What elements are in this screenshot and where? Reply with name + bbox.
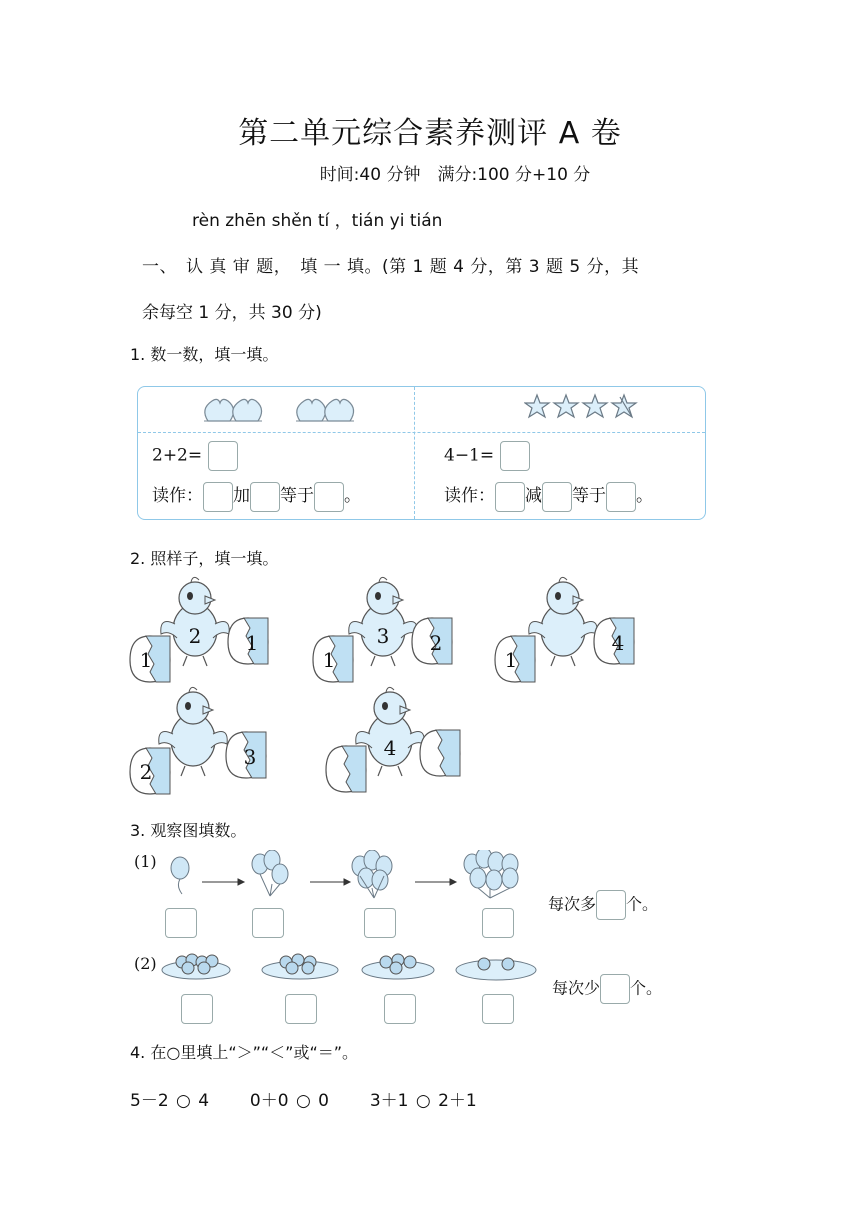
q3-heading: 3. 观察图填数。 [130, 821, 247, 840]
read-prefix: 读作： [444, 486, 495, 506]
q3-part2-label: (2) [134, 954, 157, 973]
section-heading-cont: 余每空 1 分，共 30 分) [142, 303, 322, 323]
q1-right-equation: 4−1= [444, 445, 495, 466]
shell-number: 1 [139, 648, 153, 672]
answer-box[interactable] [252, 908, 284, 938]
q2-heading: 2. 照样子，填一填。 [130, 549, 279, 568]
chick-number: 2 [188, 624, 202, 648]
op-label: 加 [233, 486, 250, 506]
q4-items [130, 1086, 477, 1111]
op-label: 减 [525, 486, 542, 506]
compare-item[interactable]: 5－2 ○ 4 [130, 1091, 210, 1111]
pinyin-line: rèn zhēn shěn tí ，tián yi tián [192, 211, 443, 231]
answer-box[interactable] [285, 994, 317, 1024]
answer-box[interactable] [482, 994, 514, 1024]
q3-part1-label: (1) [134, 852, 157, 871]
period: 。 [636, 486, 653, 506]
read-prefix: 读作： [152, 486, 203, 506]
q1-heading: 1. 数一数，填一填。 [130, 345, 279, 364]
eq-label: 等于 [280, 486, 314, 506]
q3-part1-text: 每次多 [548, 894, 597, 914]
balloons-row [160, 850, 540, 900]
compare-item[interactable]: 0＋0 ○ 0 [249, 1091, 329, 1111]
section-heading: 一、 认 真 审 题， 填 一 填。(第 1 题 4 分，第 3 题 5 分，其 [142, 257, 640, 277]
eq-label: 等于 [572, 486, 606, 506]
shell-number: 1 [504, 648, 518, 672]
answer-box[interactable] [364, 908, 396, 938]
answer-box[interactable] [165, 908, 197, 938]
period: 。 [344, 486, 361, 506]
q1-left-equation: 2+2= [152, 445, 203, 466]
chick-number: 3 [376, 624, 390, 648]
shell-number: 2 [429, 631, 443, 655]
compare-item[interactable]: 3＋1 ○ 2＋1 [369, 1091, 477, 1111]
answer-box[interactable] [600, 974, 630, 1004]
answer-box[interactable] [596, 890, 626, 920]
answer-box[interactable] [482, 908, 514, 938]
shell-number: 3 [243, 745, 257, 769]
q3-part2-text: 每次少 [552, 978, 601, 998]
answer-box[interactable] [181, 994, 213, 1024]
answer-box[interactable] [384, 994, 416, 1024]
q4-heading: 4. 在○里填上“＞”“＜”或“＝”。 [130, 1043, 359, 1062]
page-title: 第二单元综合素养测评 A 卷 [238, 116, 622, 151]
unit-label: 个。 [626, 894, 659, 914]
shell-number: 2 [139, 760, 153, 784]
shell-number: 1 [322, 648, 336, 672]
chick-number: 4 [383, 736, 397, 760]
shell-number: 4 [611, 631, 625, 655]
strawberry-plates [160, 948, 540, 984]
shell-number: 1 [245, 631, 259, 655]
exam-info: 时间:40 分钟 满分:100 分+10 分 [319, 165, 591, 185]
unit-label: 个。 [630, 978, 663, 998]
